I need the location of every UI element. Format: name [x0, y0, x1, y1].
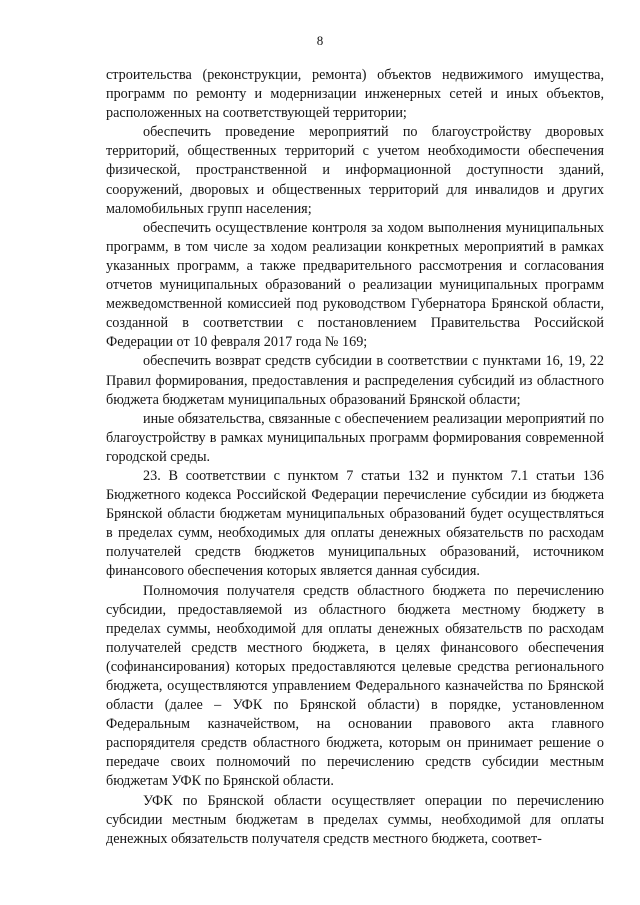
paragraph-ufk-operations: УФК по Брянской области осуществляет операции по перечислению субсидии местным бюджетам в пределах суммы, необходимой для оплаты денежных обязательств получателя средств местного бюджета, соответ- — [106, 792, 604, 847]
paragraph-subsidy-return: обеспечить возврат средств субсидии в соответствии с пунктами 16, 19, 22 Правил формирования, предоставления и распределения субсидий из областного бюджета бюджетам муниципальных образований Брянской области; — [106, 353, 604, 408]
paragraph-program-control: обеспечить осуществление контроля за ходом выполнения муниципальных программ, в том числе за ходом реализации конкретных мероприятий в рамках указанных программ, а также предварительного рассмотрения и согласования отчетов муниципальных образований о реализации муниципальных программ межведомственной комиссией под руководством Губернатора Брянской области, созданной в соответствии с постановлением Правительства Российской Федерации от 10 февраля 2017 года № 169; — [106, 219, 604, 351]
paragraph-other-obligations: иные обязательства, связанные с обеспечением реализации мероприятий по благоустройству в рамках муниципальных программ формирования современной городской среды. — [106, 410, 604, 465]
paragraph-continuation: строительства (реконструкции, ремонта) объектов недвижимого имущества, программ по ремонту и модернизации инженерных сетей и иных объектов, расположенных на соответствующей территории; — [106, 67, 604, 122]
paragraph-clause-23: 23. В соответствии с пунктом 7 статьи 132 и пунктом 7.1 статьи 136 Бюджетного кодекса Российской Федерации перечисление субсидии из бюджета Брянской области бюджетам муниципальных образований будет осуществляться в пределах сумм, необходимых для оплаты денежных обязательств по расходам получателей средств бюджетов муниципальных образований, источником финансового обеспечения которых является данная субсидия. — [106, 467, 604, 580]
page-number: 8 — [316, 33, 324, 48]
document-body — [106, 66, 604, 849]
paragraph-powers: Полномочия получателя средств областного бюджета по перечислению субсидии, предоставляемой из областного бюджета местному бюджету в пределах суммы, необходимой для оплаты денежных обязательств по расходам получателей средств местного бюджета, в целях финансового обеспечения (софинансирования) которых предоставляются целевые средства регионального бюджета, осуществляются управлением Федерального казначейства по Брянской области (далее – УФК по Брянской области) в порядке, установленном Федеральным казначейством, на основании правового акта главного распорядителя средств областного бюджета, которым он принимает решение о передаче своих полномочий по перечислению средств субсидии местным бюджетам УФК по Брянской области. — [106, 582, 604, 790]
paragraph-landscaping: обеспечить проведение мероприятий по благоустройству дворовых территорий, общественных территорий с учетом необходимости обеспечения физической, пространственной и информационной доступности зданий, сооружений, дворовых и общественных территорий для инвалидов и других маломобильных групп населения; — [106, 124, 604, 217]
